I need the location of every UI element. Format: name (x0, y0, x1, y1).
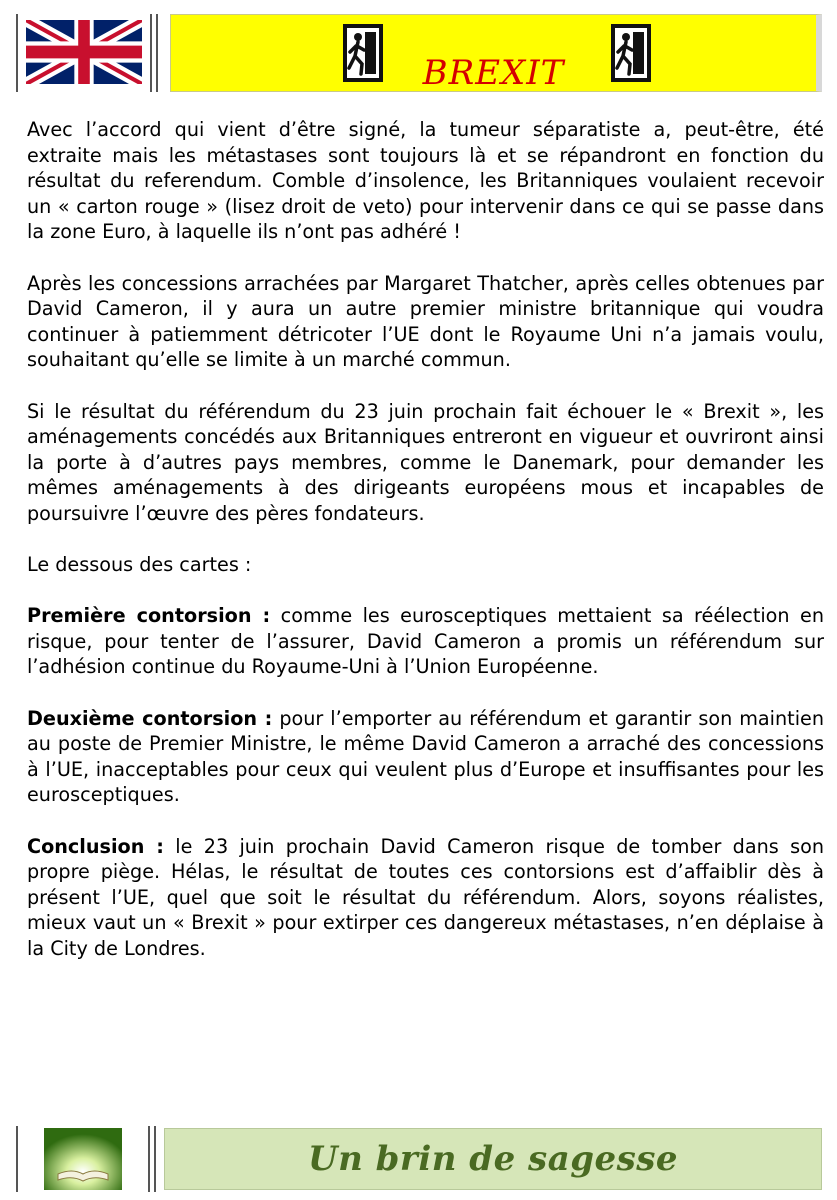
paragraph: Deuxième contorsion : pour l’emporter au référendum et garantir son maintien au poste de Premier Ministre, le même David Cameron a arraché des concessions à l’UE, inacceptables pour ceux qui veulent plus d’Europe et insuffisantes pour les eurosceptiques. (27, 706, 824, 807)
paragraph: Le dessous des cartes : (27, 553, 252, 577)
paragraph: Conclusion : le 23 juin prochain David Cameron risque de tomber dans son propre piège. Hélas, le résultat de toutes ces contorsions est d’affaiblir dès à présent l’UE, quel que soit le résultat du référendum. Alors, soyons réalistes, mieux vaut un « Brexit » pour extirper ces dangereux métastases, n’en déplaise à la City de Londres. (27, 834, 824, 960)
paragraph: Première contorsion : comme les eurosceptiques mettaient sa réélection en risque, pour tenter de l’assurer, David Cameron a promis un référendum sur l’adhésion continue du Royaume-Uni à l’Union Européenne. (27, 604, 824, 679)
paragraph-heading: Deuxième contorsion : (27, 706, 273, 730)
paragraph: Avec l’accord qui vient d’être signé, la tumeur séparatiste a, peut-être, été extraite mais les métastases sont toujours là et se répandront en fonction du résultat du referendum. Comble d’insolence, les Britanniques voulaient recevoir un « carton rouge » (lisez droit de veto) pour intervenir dans ce qui se passe dans la zone Euro, à laquelle ils n’ont pas adhéré ! (27, 118, 824, 244)
tagline: Un brin de sagesse (307, 1139, 679, 1179)
paragraph: Après les concessions arrachées par Margaret Thatcher, après celles obtenues par David Cameron, il y aura un autre premier ministre britannique qui voudra continuer à patiemment détricoter l’UE dont le Royaume Uni n’a jamais voulu, souhaitant qu’elle se limite à un marché commun. (27, 271, 824, 372)
page-footer (16, 1126, 822, 1192)
glowing-book-icon (44, 1128, 122, 1190)
divider (156, 14, 158, 92)
paragraph: Si le résultat du référendum du 23 juin prochain fait échouer le « Brexit », les aménagements concédés aux Britanniques entreront en vigueur et ouvriront ainsi la porte à d’autres pays membres, comme le Danemark, pour demander les mêmes aménagements à des dirigeants européens mous et incapables de poursuivre l’œuvre des pères fondateurs. (27, 399, 824, 525)
tagline-banner (164, 1128, 822, 1190)
title-banner (170, 14, 822, 92)
article-body (27, 117, 824, 987)
union-jack-flag-icon (26, 20, 142, 84)
divider (16, 14, 18, 92)
page-title: BREXIT (422, 53, 565, 93)
page-header (16, 14, 822, 92)
emergency-exit-icon (611, 24, 651, 82)
divider (150, 14, 152, 92)
divider (154, 1126, 156, 1192)
divider (16, 1126, 18, 1192)
paragraph-heading: Conclusion : (27, 834, 164, 858)
paragraph-heading: Première contorsion : (27, 604, 271, 628)
divider (148, 1126, 150, 1192)
